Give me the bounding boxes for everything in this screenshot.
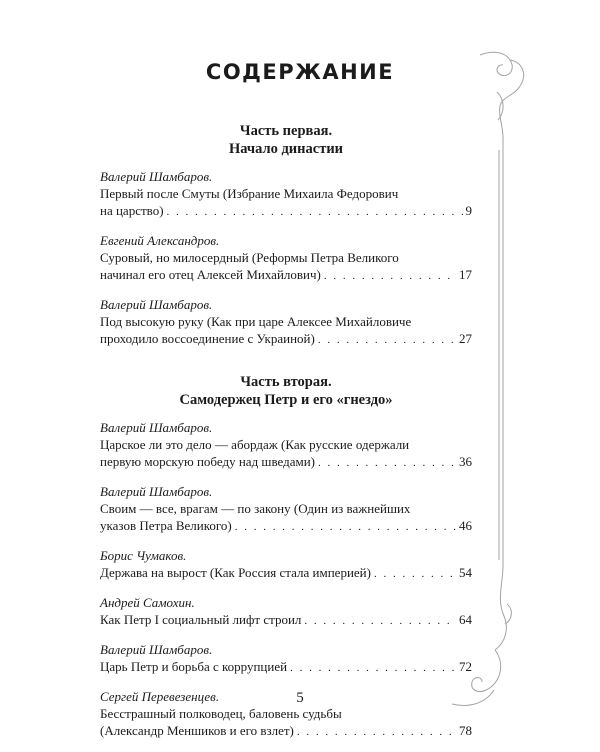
toc-entry[interactable] [100, 232, 472, 285]
dot-leader [290, 660, 456, 677]
entry-title-line: указов Петра Великого) [100, 518, 232, 533]
entry-title-line: Держава на вырост (Как Россия стала империей) [100, 565, 371, 580]
entry-title-line: проходило воссоединение с Украиной) [100, 331, 315, 346]
entry-page-number: 54 [459, 565, 472, 580]
entry-page-number: 9 [465, 203, 472, 218]
entry-title-line: Суровый, но милосердный (Реформы Петра Великого [100, 250, 399, 265]
entry-title-line: Как Петр I социальный лифт строил [100, 612, 302, 627]
entry-title-line: первую морскую победу над шведами) [100, 454, 315, 469]
entry-page-number: 64 [459, 612, 472, 627]
dot-leader [304, 613, 456, 630]
dot-leader [318, 455, 456, 472]
page-number: 5 [296, 690, 304, 706]
toc-entry[interactable] [100, 641, 472, 677]
toc-part-1 [100, 122, 472, 349]
entry-page-number: 27 [459, 331, 472, 346]
dot-leader [324, 268, 456, 285]
entry-author: Борис Чумаков. [100, 548, 187, 563]
entry-author: Евгений Александров. [100, 233, 220, 248]
dot-leader [235, 519, 456, 536]
entry-title-line: Бесстрашный полководец, баловень судьбы [100, 706, 342, 721]
dot-leader [318, 332, 456, 349]
dot-leader [374, 566, 456, 583]
page-title: СОДЕРЖАНИЕ [205, 60, 395, 84]
entry-page-number: 36 [459, 454, 472, 469]
part-heading [100, 373, 472, 409]
toc-entry[interactable] [100, 296, 472, 349]
toc-entry[interactable] [100, 419, 472, 472]
toc-entry[interactable] [100, 483, 472, 536]
toc-part-2 [100, 373, 472, 741]
part-number: Часть вторая. [240, 374, 332, 390]
entry-page-number: 17 [459, 267, 472, 282]
toc-entry[interactable] [100, 168, 472, 221]
table-of-contents [100, 118, 472, 752]
part-title: Самодержец Петр и его «гнездо» [179, 392, 393, 408]
entry-author: Валерий Шамбаров. [100, 297, 213, 312]
part-title: Начало династии [228, 141, 344, 157]
entry-title-line: Царь Петр и борьба с коррупцией [100, 659, 288, 674]
entry-title-line: Под высокую руку (Как при царе Алексее Михайловиче [100, 314, 412, 329]
entry-author: Сергей Перевезенцев. [100, 689, 220, 704]
entry-author: Валерий Шамбаров. [100, 642, 213, 657]
dot-leader [297, 724, 456, 741]
entry-page-number: 78 [459, 723, 472, 738]
entry-author: Андрей Самохин. [100, 595, 195, 610]
part-heading [100, 122, 472, 158]
entry-title-line: (Александр Меншиков и его взлет) [100, 723, 294, 738]
entry-page-number: 72 [459, 659, 472, 674]
entry-author: Валерий Шамбаров. [100, 484, 213, 499]
entry-title-line: Царское ли это дело — абордаж (Как русские одержали [100, 437, 410, 452]
entry-title-line: на царство) [100, 203, 164, 218]
entry-title-line: Своим — все, врагам — по закону (Один из важнейших [100, 501, 411, 516]
toc-entry[interactable] [100, 594, 472, 630]
toc-entry[interactable] [100, 547, 472, 583]
entry-title-line: начинал его отец Алексей Михайлович) [100, 267, 321, 282]
entry-page-number: 46 [459, 518, 472, 533]
entry-author: Валерий Шамбаров. [100, 420, 213, 435]
part-number: Часть первая. [239, 123, 333, 139]
entry-title-line: Первый после Смуты (Избрание Михаила Федорович [100, 186, 399, 201]
entry-author: Валерий Шамбаров. [100, 169, 213, 184]
dot-leader [167, 204, 463, 221]
